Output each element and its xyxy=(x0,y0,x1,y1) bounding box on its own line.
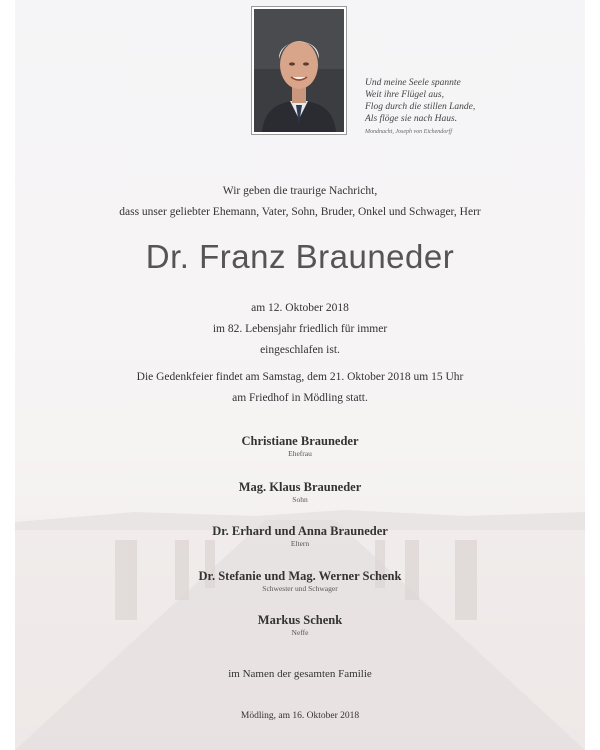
mourner-entry xyxy=(15,433,585,459)
obituary-page xyxy=(15,0,585,750)
mourner-relation: Sohn xyxy=(292,495,308,504)
death-date: am 12. Oktober 2018 xyxy=(251,302,349,314)
poem-source: Mondnacht, Joseph von Eichendorff xyxy=(365,129,452,135)
poem-quote xyxy=(365,77,575,136)
poem-line: Und meine Seele spannte xyxy=(365,78,461,88)
mourner-name: Dr. Erhard und Anna Brauneder xyxy=(212,524,388,538)
funeral-line-1: Die Gedenkfeier findet am Samstag, dem 21. Oktober 2018 um 15 Uhr xyxy=(136,371,464,383)
mourner-entry xyxy=(15,568,585,594)
mourner-name: Mag. Klaus Brauneder xyxy=(238,480,362,494)
death-notice xyxy=(15,298,585,361)
funeral-info xyxy=(15,367,585,409)
funeral-line-2: am Friedhof in Mödling statt. xyxy=(232,392,368,404)
mourner-relation: Eltern xyxy=(290,539,310,548)
poem-line: Flog durch die stillen Lande, xyxy=(365,102,476,112)
mourner-relation: Schwester und Schwager xyxy=(262,584,338,593)
mourner-entry xyxy=(15,612,585,638)
portrait-image xyxy=(254,9,344,132)
intro-line-2: dass unser geliebter Ehemann, Vater, Sohn, Bruder, Onkel und Schwager, Herr xyxy=(119,206,481,218)
death-line-3: eingeschlafen ist. xyxy=(260,344,340,356)
mourner-entry xyxy=(15,479,585,505)
mourner-entry xyxy=(15,523,585,549)
death-age: im 82. Lebensjahr friedlich für immer xyxy=(212,323,388,335)
mourner-relation: Neffe xyxy=(291,628,309,637)
intro-text xyxy=(15,181,585,223)
intro-line-1: Wir geben die traurige Nachricht, xyxy=(222,185,378,197)
place-date: Mödling, am 16. Oktober 2018 xyxy=(240,711,360,721)
poem-line: Weit ihre Flügel aus, xyxy=(365,90,444,100)
portrait-photo xyxy=(251,6,347,135)
poem-line: Als flöge sie nach Haus. xyxy=(365,114,458,124)
family-note: im Namen der gesamten Familie xyxy=(228,668,372,680)
mourner-name: Markus Schenk xyxy=(257,613,343,627)
mourner-relation: Ehefrau xyxy=(288,449,312,458)
mourner-name: Dr. Stefanie und Mag. Werner Schenk xyxy=(198,569,402,583)
mourner-name: Christiane Brauneder xyxy=(241,434,359,448)
deceased-name: Dr. Franz Brauneder xyxy=(145,238,455,275)
